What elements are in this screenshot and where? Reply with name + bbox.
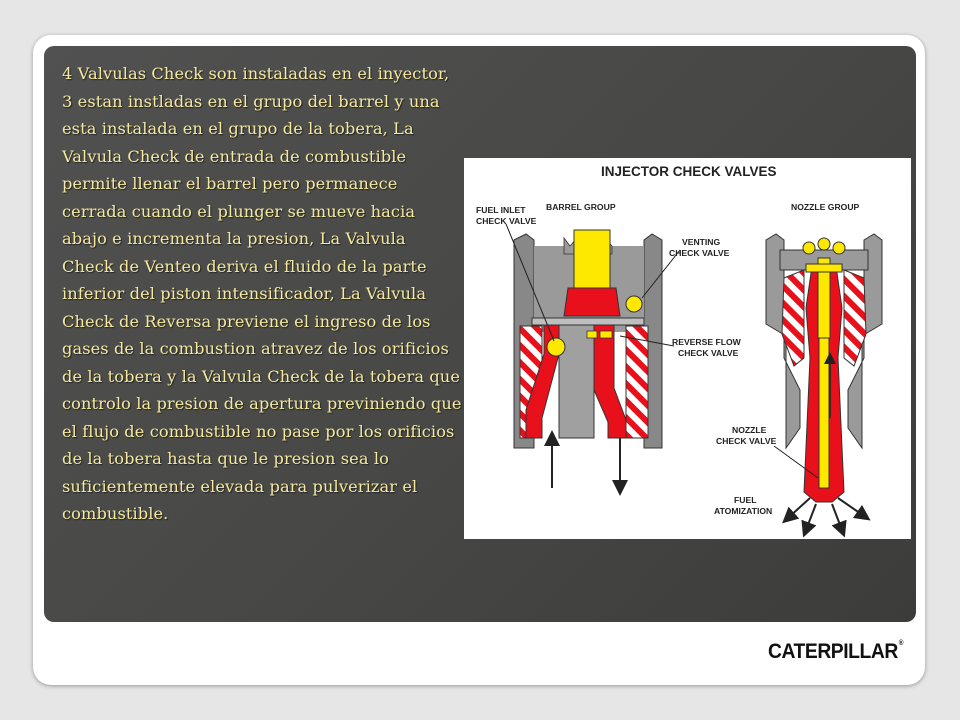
label-nozzle-check-2: CHECK VALVE bbox=[716, 436, 777, 446]
label-barrel-group: BARREL GROUP bbox=[546, 202, 616, 212]
label-fuel-inlet-1: FUEL INLET bbox=[476, 205, 526, 215]
caterpillar-logo-text: CATERPILLAR bbox=[768, 640, 898, 663]
label-nozzle-check-1: NOZZLE bbox=[732, 425, 767, 435]
label-reverse-1: REVERSE FLOW bbox=[672, 337, 741, 347]
caterpillar-logo bbox=[768, 640, 903, 664]
diagram-title: INJECTOR CHECK VALVES bbox=[601, 164, 777, 179]
nozzle-group-drawing bbox=[766, 234, 882, 530]
registered-mark: ® bbox=[898, 640, 904, 647]
label-nozzle-group: NOZZLE GROUP bbox=[791, 202, 860, 212]
slide-body-text: 4 Valvulas Check son instaladas en el inyector, 3 estan instladas en el grupo del barrel y una esta instalada en el grupo de la tobera, La Valvula Check de entrada de combustible permite llenar el barrel pero permanece cerrada cuando el plunger se mueve hacia abajo e incrementa la presion, La Valvula Check de Venteo deriva el fluido de la parte inferior del piston intensificador, La Valvula Check de Reversa previene el ingreso de los gases de la combustion atravez de los orificios de la tobera y la Valvula Check de la tobera que controlo la presion de apertura previniendo que el flujo de combustible no pase por los orificios de la tobera hasta que le presion sea lo suficientemente elevada para pulverizar el combustible. bbox=[62, 64, 462, 523]
diagram-svg bbox=[464, 158, 911, 539]
label-fuel-inlet-2: CHECK VALVE bbox=[476, 216, 537, 226]
label-reverse-2: CHECK VALVE bbox=[678, 348, 739, 358]
label-fuel-atom-2: ATOMIZATION bbox=[714, 506, 773, 516]
label-venting-2: CHECK VALVE bbox=[669, 248, 730, 258]
label-fuel-atom-1: FUEL bbox=[734, 495, 757, 505]
injector-check-valves-diagram bbox=[464, 158, 911, 539]
label-venting-1: VENTING bbox=[682, 237, 721, 247]
barrel-group-drawing bbox=[506, 224, 680, 488]
